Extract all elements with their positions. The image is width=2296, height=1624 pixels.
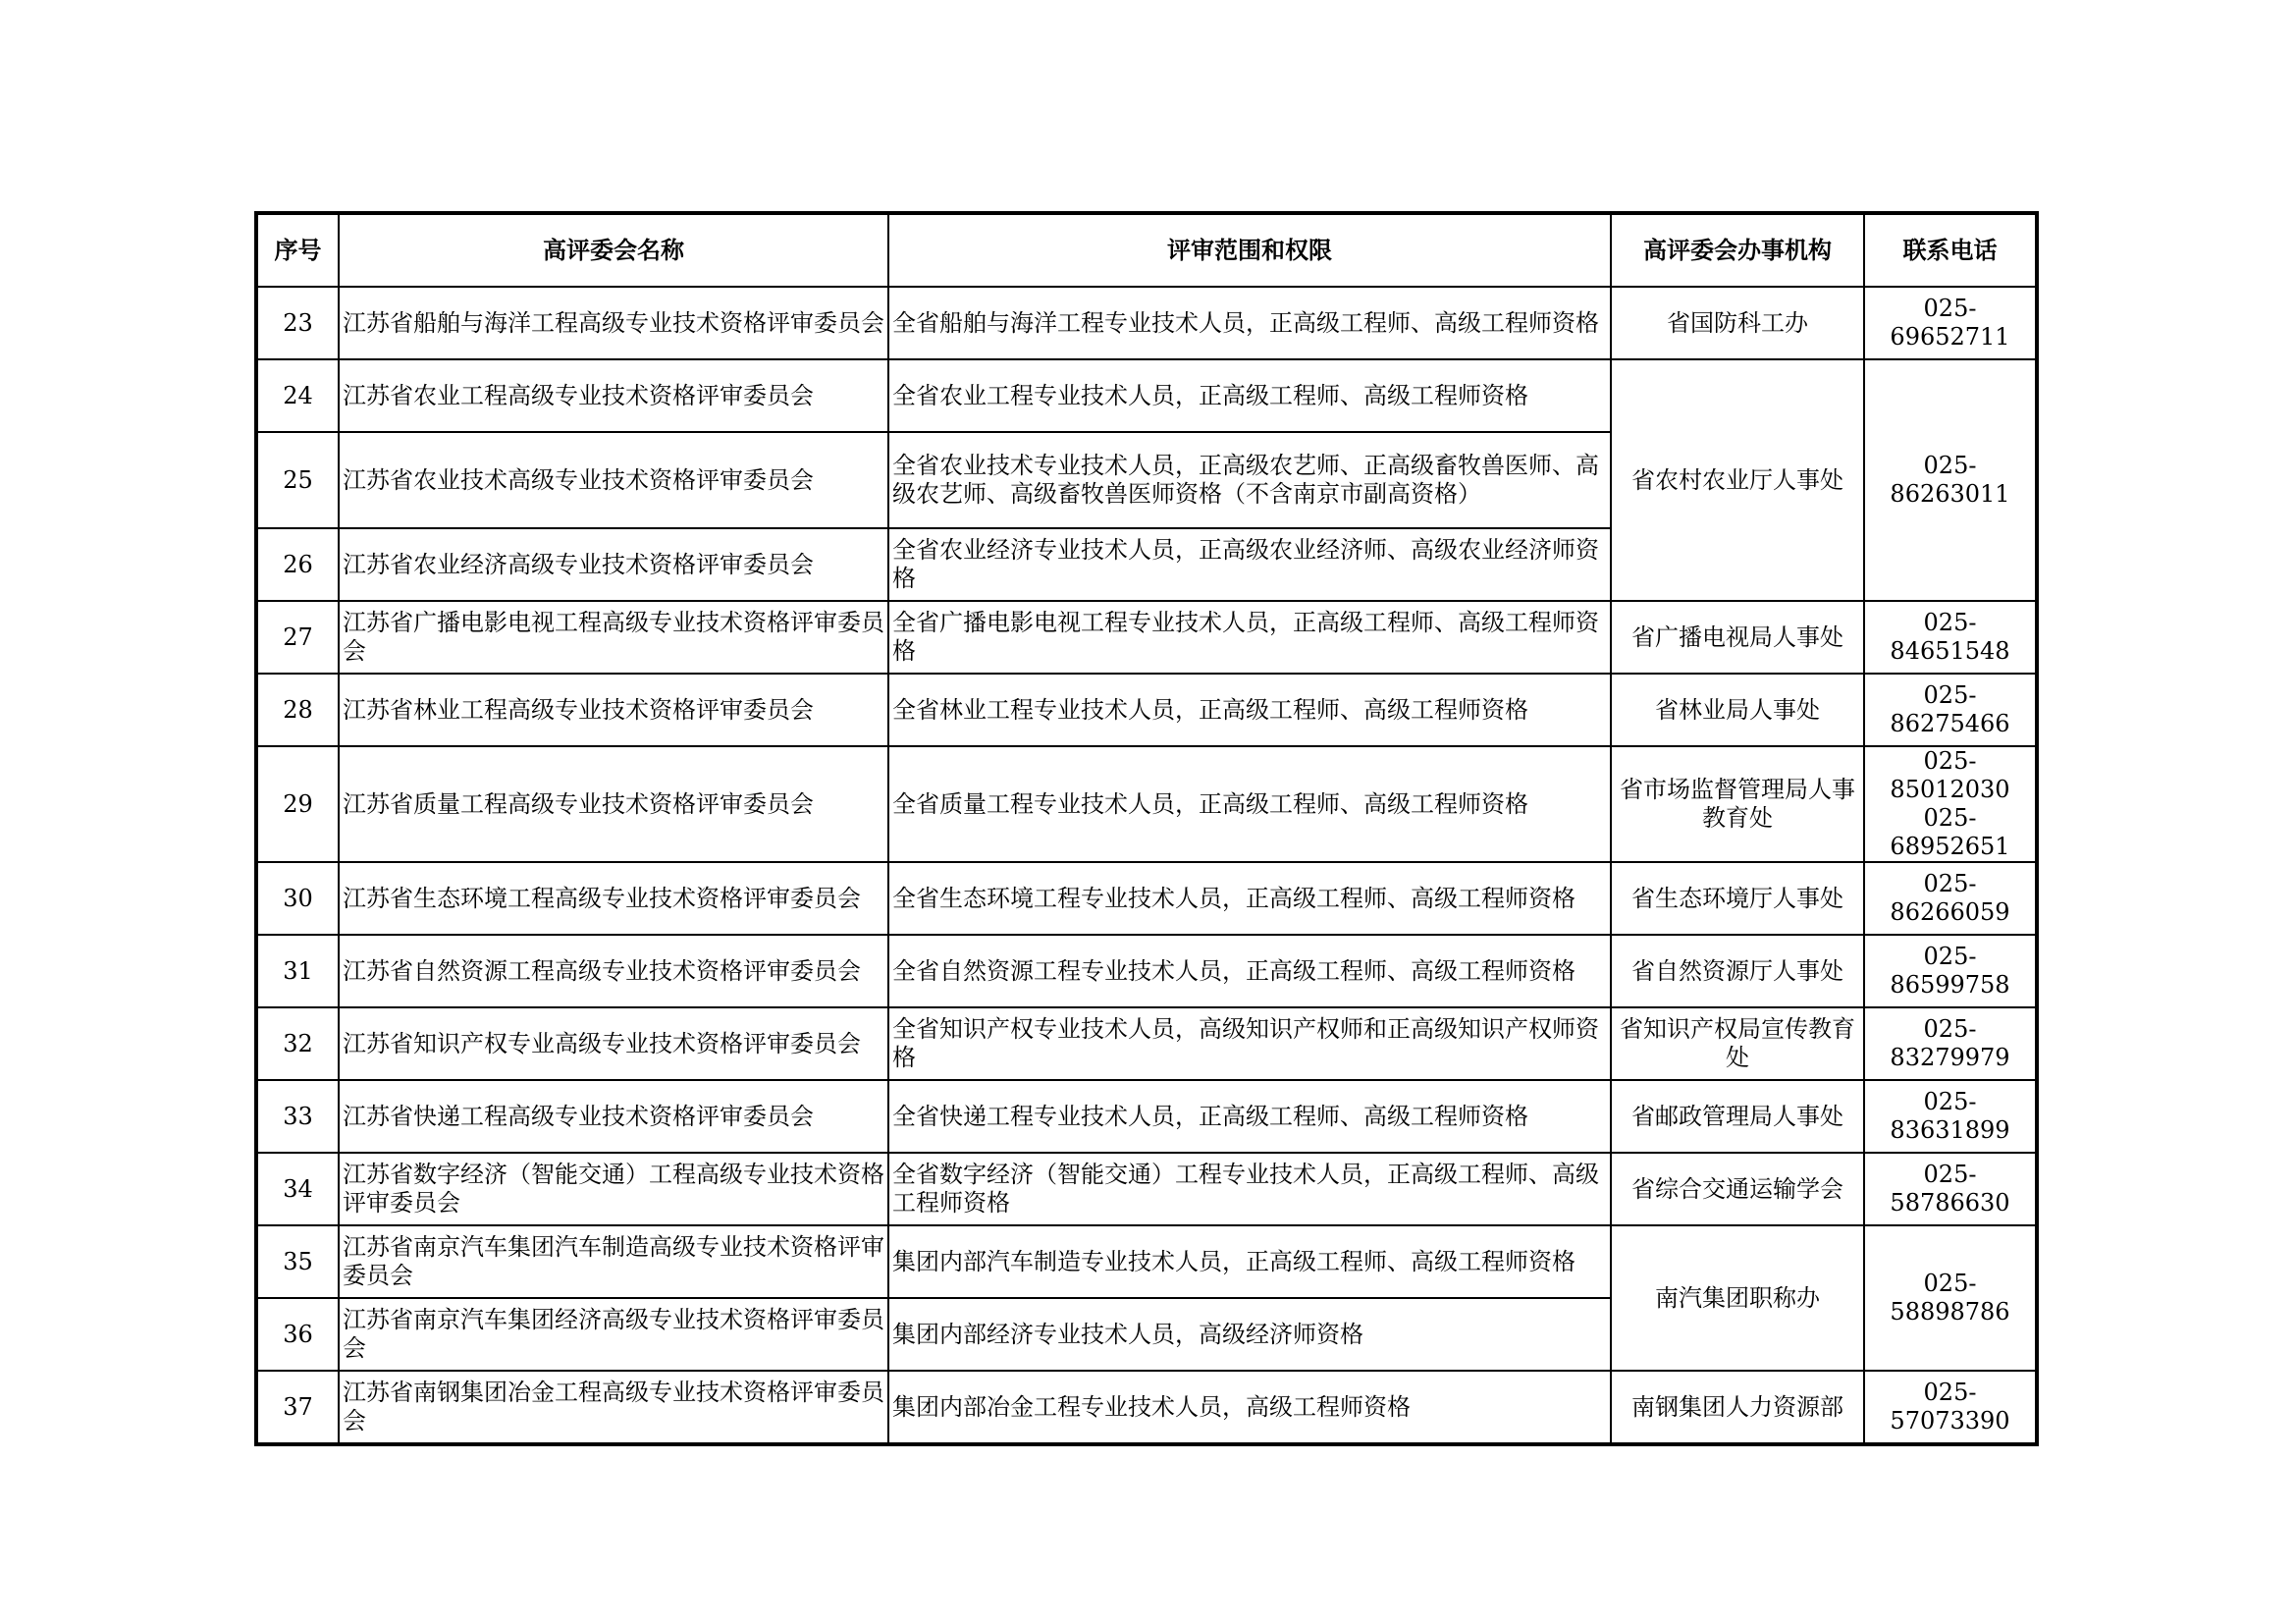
office-agency: 省市场监督管理局人事教育处 [1611, 746, 1864, 862]
office-agency: 省国防科工办 [1611, 287, 1864, 359]
office-agency: 南汽集团职称办 [1611, 1225, 1864, 1371]
table-row [256, 1080, 2037, 1153]
header-name: 高评委会名称 [339, 213, 888, 287]
contact-phone: 025-83279979 [1864, 1007, 2037, 1080]
contact-phone: 025-69652711 [1864, 287, 2037, 359]
office-agency: 省林业局人事处 [1611, 674, 1864, 746]
committee-name: 江苏省知识产权专业高级专业技术资格评审委员会 [339, 1007, 888, 1080]
row-number: 33 [256, 1080, 339, 1153]
review-scope: 全省自然资源工程专业技术人员，正高级工程师、高级工程师资格 [888, 935, 1611, 1007]
review-scope: 集团内部汽车制造专业技术人员，正高级工程师、高级工程师资格 [888, 1225, 1611, 1298]
contact-phone-line: 025-68952651 [1890, 804, 2010, 860]
review-scope: 集团内部经济专业技术人员，高级经济师资格 [888, 1298, 1611, 1371]
header-scope: 评审范围和权限 [888, 213, 1611, 287]
review-scope: 全省林业工程专业技术人员，正高级工程师、高级工程师资格 [888, 674, 1611, 746]
contact-phone: 025-58898786 [1864, 1225, 2037, 1371]
row-number: 31 [256, 935, 339, 1007]
header-num: 序号 [256, 213, 339, 287]
row-number: 25 [256, 432, 339, 528]
table-header-row [256, 213, 2037, 287]
table-row [256, 1371, 2037, 1444]
table-row [256, 287, 2037, 359]
contact-phone: 025-57073390 [1864, 1371, 2037, 1444]
committee-name: 江苏省质量工程高级专业技术资格评审委员会 [339, 746, 888, 862]
office-agency: 省生态环境厅人事处 [1611, 862, 1864, 935]
row-number: 23 [256, 287, 339, 359]
row-number: 24 [256, 359, 339, 432]
table-row [256, 1007, 2037, 1080]
row-number: 34 [256, 1153, 339, 1225]
office-agency: 南钢集团人力资源部 [1611, 1371, 1864, 1444]
office-agency: 省综合交通运输学会 [1611, 1153, 1864, 1225]
office-agency: 省自然资源厅人事处 [1611, 935, 1864, 1007]
contact-phone: 025-86263011 [1864, 359, 2037, 601]
review-scope: 全省生态环境工程专业技术人员，正高级工程师、高级工程师资格 [888, 862, 1611, 935]
header-tel: 联系电话 [1864, 213, 2037, 287]
office-agency: 省广播电视局人事处 [1611, 601, 1864, 674]
review-scope: 全省农业工程专业技术人员，正高级工程师、高级工程师资格 [888, 359, 1611, 432]
table-row [256, 601, 2037, 674]
review-scope: 集团内部冶金工程专业技术人员，高级工程师资格 [888, 1371, 1611, 1444]
table-row [256, 359, 2037, 432]
table-row [256, 935, 2037, 1007]
row-number: 29 [256, 746, 339, 862]
contact-phone: 025-58786630 [1864, 1153, 2037, 1225]
contact-phone [1864, 746, 2037, 862]
committee-name: 江苏省数字经济（智能交通）工程高级专业技术资格评审委员会 [339, 1153, 888, 1225]
committee-name: 江苏省林业工程高级专业技术资格评审委员会 [339, 674, 888, 746]
committee-name: 江苏省生态环境工程高级专业技术资格评审委员会 [339, 862, 888, 935]
table-row [256, 1225, 2037, 1298]
office-agency: 省邮政管理局人事处 [1611, 1080, 1864, 1153]
review-scope: 全省数字经济（智能交通）工程专业技术人员，正高级工程师、高级工程师资格 [888, 1153, 1611, 1225]
committee-name: 江苏省船舶与海洋工程高级专业技术资格评审委员会 [339, 287, 888, 359]
review-scope: 全省快递工程专业技术人员，正高级工程师、高级工程师资格 [888, 1080, 1611, 1153]
review-scope: 全省广播电影电视工程专业技术人员，正高级工程师、高级工程师资格 [888, 601, 1611, 674]
contact-phone: 025-83631899 [1864, 1080, 2037, 1153]
contact-phone: 025-86275466 [1864, 674, 2037, 746]
office-agency: 省农村农业厅人事处 [1611, 359, 1864, 601]
row-number: 28 [256, 674, 339, 746]
table-row [256, 862, 2037, 935]
committee-name: 江苏省农业技术高级专业技术资格评审委员会 [339, 432, 888, 528]
table-row [256, 746, 2037, 862]
committee-name: 江苏省南京汽车集团经济高级专业技术资格评审委员会 [339, 1298, 888, 1371]
table-row [256, 674, 2037, 746]
row-number: 35 [256, 1225, 339, 1298]
contact-phone-line: 025-85012030 [1890, 747, 2010, 803]
contact-phone: 025-86266059 [1864, 862, 2037, 935]
contact-phone: 025-86599758 [1864, 935, 2037, 1007]
row-number: 32 [256, 1007, 339, 1080]
row-number: 26 [256, 528, 339, 601]
committee-table-wrapper [254, 211, 2035, 1446]
committee-name: 江苏省农业工程高级专业技术资格评审委员会 [339, 359, 888, 432]
committee-name: 江苏省广播电影电视工程高级专业技术资格评审委员会 [339, 601, 888, 674]
table-row [256, 1153, 2037, 1225]
committee-name: 江苏省南钢集团冶金工程高级专业技术资格评审委员会 [339, 1371, 888, 1444]
row-number: 36 [256, 1298, 339, 1371]
review-scope: 全省知识产权专业技术人员，高级知识产权师和正高级知识产权师资格 [888, 1007, 1611, 1080]
row-number: 30 [256, 862, 339, 935]
row-number: 27 [256, 601, 339, 674]
review-scope: 全省农业经济专业技术人员，正高级农业经济师、高级农业经济师资格 [888, 528, 1611, 601]
row-number: 37 [256, 1371, 339, 1444]
committee-name: 江苏省农业经济高级专业技术资格评审委员会 [339, 528, 888, 601]
committee-table [254, 211, 2039, 1446]
review-scope: 全省农业技术专业技术人员，正高级农艺师、正高级畜牧兽医师、高级农艺师、高级畜牧兽医师资格（不含南京市副高资格） [888, 432, 1611, 528]
header-org: 高评委会办事机构 [1611, 213, 1864, 287]
committee-name: 江苏省南京汽车集团汽车制造高级专业技术资格评审委员会 [339, 1225, 888, 1298]
committee-name: 江苏省自然资源工程高级专业技术资格评审委员会 [339, 935, 888, 1007]
committee-name: 江苏省快递工程高级专业技术资格评审委员会 [339, 1080, 888, 1153]
review-scope: 全省船舶与海洋工程专业技术人员，正高级工程师、高级工程师资格 [888, 287, 1611, 359]
review-scope: 全省质量工程专业技术人员，正高级工程师、高级工程师资格 [888, 746, 1611, 862]
office-agency: 省知识产权局宣传教育处 [1611, 1007, 1864, 1080]
contact-phone: 025-84651548 [1864, 601, 2037, 674]
